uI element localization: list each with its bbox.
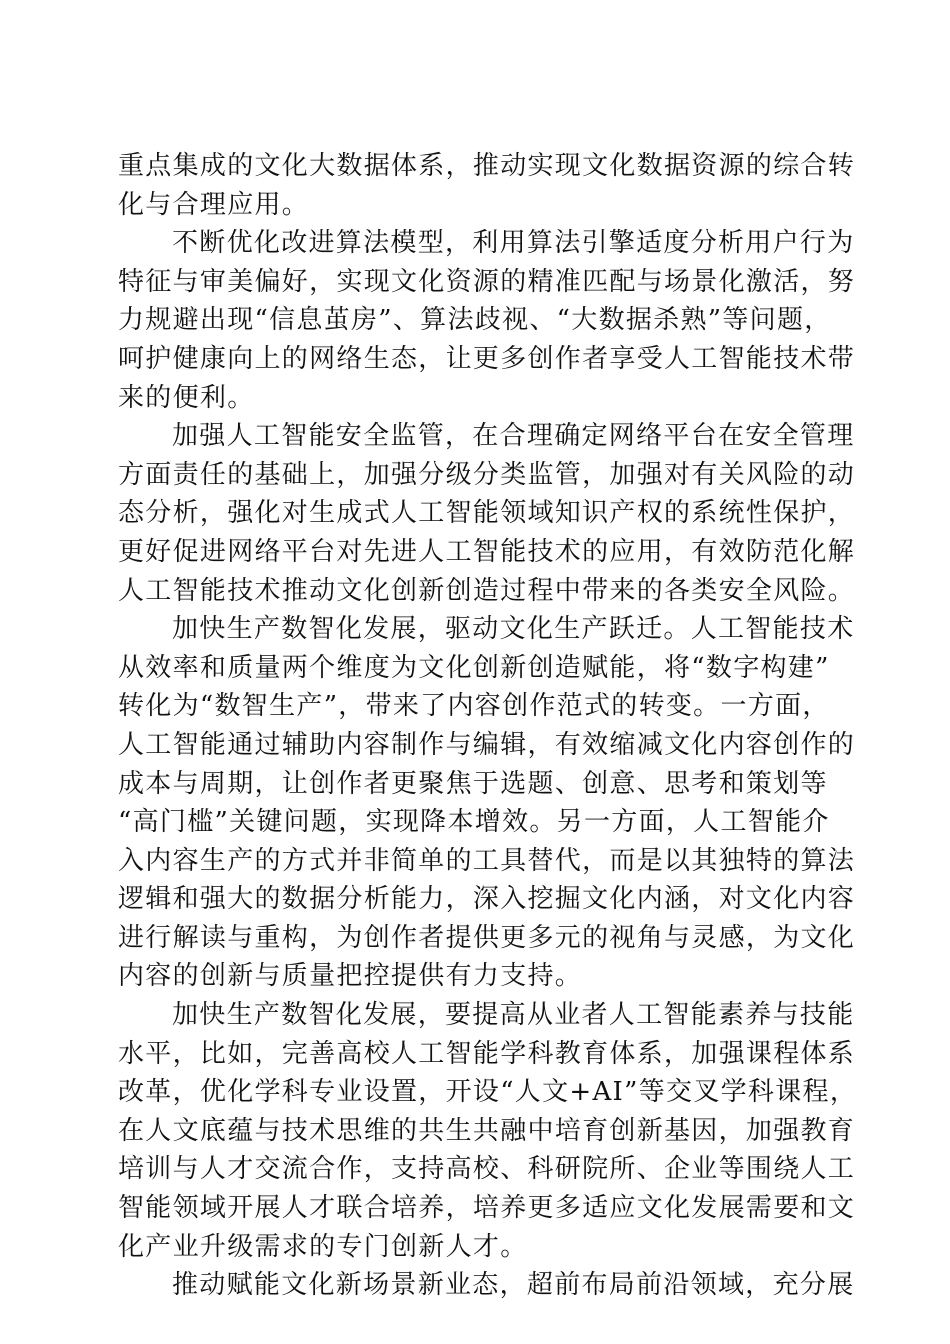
- text-line: 推动赋能文化新场景新业态，超前布局前沿领域，充分展: [172, 1270, 855, 1301]
- paragraph: [118, 417, 856, 610]
- text-line: 内容的创新与质量把控提供有力支持。: [118, 961, 583, 992]
- text-line: 加快生产数智化发展，要提高从业者人工智能素养与技能: [172, 1000, 855, 1031]
- text-line: 水平，比如，完善高校人工智能学科教育体系，加强课程体系: [118, 1038, 856, 1069]
- text-line: 加快生产数智化发展，驱动文化生产跃迁。人工智能技术: [172, 614, 855, 645]
- text-line: 培训与人才交流合作，支持高校、科研院所、企业等围绕人工: [118, 1154, 856, 1185]
- paragraph: [118, 996, 858, 1266]
- paragraph: [118, 1266, 855, 1305]
- text-line: 加强人工智能安全监管，在合理确定网络平台在安全管理: [172, 421, 855, 452]
- text-line: 入内容生产的方式并非简单的工具替代，而是以其独特的算法: [118, 845, 856, 876]
- text-line: 人工智能通过辅助内容制作与编辑，有效缩减文化内容创作的: [118, 729, 856, 760]
- text-line: 进行解读与重构，为创作者提供更多元的视角与灵感，为文化: [118, 922, 856, 953]
- document-page: [118, 147, 858, 1305]
- text-line: 不断优化改进算法模型，利用算法引擎适度分析用户行为: [172, 228, 855, 259]
- text-line: 智能领域开展人才联合培养，培养更多适应文化发展需要和文: [118, 1193, 856, 1224]
- paragraph: [118, 610, 856, 996]
- text-line: 更好促进网络平台对先进人工智能技术的应用，有效防范化解: [118, 536, 856, 567]
- text-line: “高门槛”关键问题，实现降本增效。另一方面，人工智能介: [118, 807, 830, 838]
- text-line: 人工智能技术推动文化创新创造过程中带来的各类安全风险。: [118, 575, 856, 606]
- text-line: 逻辑和强大的数据分析能力，深入挖掘文化内涵，对文化内容: [118, 884, 856, 915]
- paragraph: [118, 224, 856, 417]
- text-line: 化产业升级需求的专门创新人才。: [118, 1231, 528, 1262]
- text-line: 方面责任的基础上，加强分级分类监管，加强对有关风险的动: [118, 459, 856, 490]
- text-line: 来的便利。: [118, 382, 255, 413]
- text-line: 成本与周期，让创作者更聚焦于选题、创意、思考和策划等: [118, 768, 828, 799]
- text-line: 转化为“数智生产”，带来了内容创作范式的转变。一方面，: [118, 691, 830, 722]
- text-line: 改革，优化学科专业设置，开设“人文+AI”等交叉学科课程，: [118, 1077, 858, 1108]
- text-line: 态分析，强化对生成式人工智能领域知识产权的系统性保护，: [118, 498, 856, 529]
- text-line: 化与合理应用。: [118, 189, 310, 220]
- text-line: 从效率和质量两个维度为文化创新创造赋能，将“数字构建”: [118, 652, 830, 683]
- text-line: 力规避出现“信息茧房”、算法歧视、“大数据杀熟”等问题，: [118, 305, 832, 336]
- text-line: 特征与审美偏好，实现文化资源的精准匹配与场景化激活，努: [118, 266, 856, 297]
- text-line: 在人文底蕴与技术思维的共生共融中培育创新基因，加强教育: [118, 1115, 856, 1146]
- text-line: 重点集成的文化大数据体系，推动实现文化数据资源的综合转: [118, 151, 856, 181]
- text-line: 呵护健康向上的网络生态，让更多创作者享受人工智能技术带: [118, 343, 856, 374]
- paragraph: [118, 147, 856, 224]
